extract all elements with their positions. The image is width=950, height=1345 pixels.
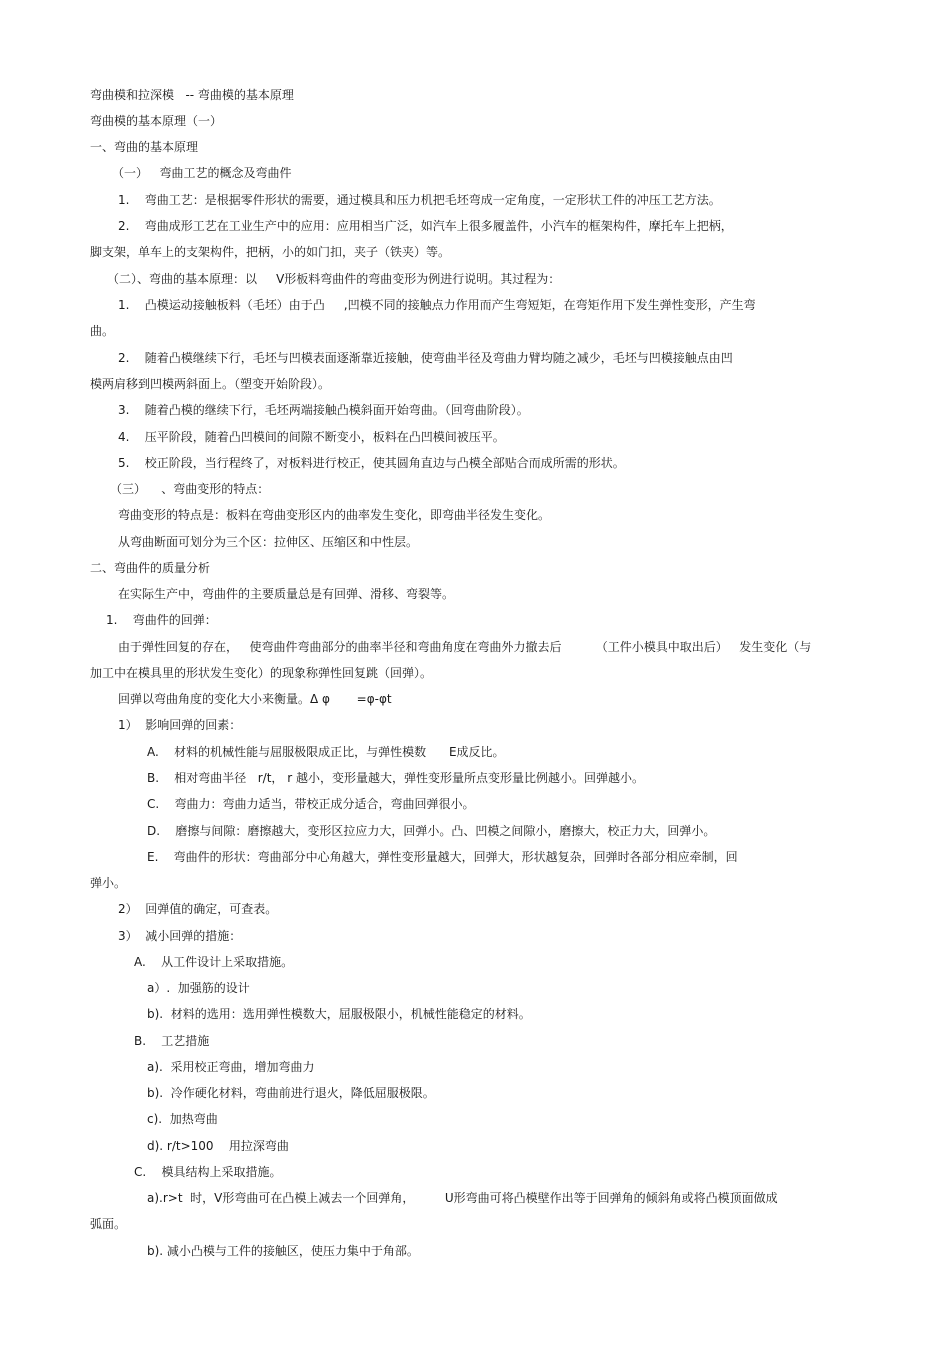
paragraph-line: 模两肩移到凹模两斜面上。（塑变开始阶段）。	[90, 377, 331, 391]
list-item: A. 材料的机械性能与屈服极限成正比，与弹性模数 E成反比。	[147, 745, 505, 759]
list-item: D. 磨擦与间隙：磨擦越大，变形区拉应力大，回弹小。凸、凹模之间隙小，磨擦大，校正力大，回弹小。	[147, 824, 716, 838]
subheading: （二）、弯曲的基本原理：以 V形板料弯曲件的弯曲变形为例进行说明。其过程为：	[107, 272, 561, 286]
list-item: a）. 加强筋的设计	[147, 981, 250, 995]
heading-1: 一、弯曲的基本原理	[90, 140, 199, 154]
paragraph-line: 1. 凸模运动接触板料（毛坯）由于凸 ,凹模不同的接触点力作用而产生弯短矩，在弯矩作用下发生弹性变形，产生弯	[118, 298, 756, 312]
list-item: A. 从工件设计上采取措施。	[134, 955, 294, 969]
paragraph-line: 脚支架，单车上的支架构件，把柄，小的如门扣，夹子（铁夹）等。	[90, 245, 451, 259]
list-heading: 2） 回弹值的确定，可查表。	[118, 902, 278, 916]
paragraph-line: 5. 校正阶段，当行程终了，对板料进行校正，使其圆角直边与凸模全部贴合而成所需的形状。	[118, 456, 625, 470]
subheading: 1. 弯曲件的回弹：	[106, 613, 217, 627]
paragraph-line: 加工中在模具里的形状发生变化）的现象称弹性回复跳（回弹）。	[90, 666, 433, 680]
paragraph-line: 曲。	[90, 324, 115, 338]
paragraph-line: 弯曲变形的特点是：板料在弯曲变形区内的曲率发生变化，即弯曲半径发生变化。	[118, 508, 551, 522]
section-title: 弯曲模的基本原理（一）	[90, 114, 223, 128]
paragraph-line: 2. 随着凸模继续下行，毛坯与凹模表面逐渐靠近接触，使弯曲半径及弯曲力臂均随之减少，毛坯与凹模接触点由凹	[118, 351, 733, 365]
paragraph-line: 从弯曲断面可划分为三个区：拉伸区、压缩区和中性层。	[118, 535, 419, 549]
list-item: C. 模具结构上采取措施。	[134, 1165, 282, 1179]
list-item: a).r>t 时，V形弯曲可在凸模上减去一个回弹角， U形弯曲可将凸模壁作出等于回弹角的倾斜角或将凸模顶面做成	[147, 1191, 778, 1205]
list-item: B. 工艺措施	[134, 1034, 210, 1048]
paragraph-line: 弧面。	[90, 1217, 127, 1231]
list-heading: 3） 减小回弹的措施：	[118, 929, 242, 943]
list-item: c). 加热弯曲	[147, 1112, 218, 1126]
list-item: C. 弯曲力：弯曲力适当，带校正成分适合，弯曲回弹很小。	[147, 797, 475, 811]
list-heading: 1） 影响回弹的回素：	[118, 718, 242, 732]
list-item: b). 减小凸模与工件的接触区，使压力集中于角部。	[147, 1244, 419, 1258]
paragraph-line: 4. 压平阶段，随着凸凹模间的间隙不断变小，板料在凸凹模间被压平。	[118, 430, 505, 444]
doc-title: 弯曲模和拉深模 -- 弯曲模的基本原理	[90, 88, 294, 102]
paragraph-line: 1. 弯曲工艺：是根据零件形状的需要，通过模具和压力机把毛坯弯成一定角度，一定形状工件的冲压工艺方法。	[118, 193, 721, 207]
paragraph-line: 由于弹性回复的存在， 使弯曲件弯曲部分的曲率半径和弯曲角度在弯曲外力撤去后 （工件小模具中取出后） 发生变化（与	[118, 640, 812, 654]
list-item: a). 采用校正弯曲，增加弯曲力	[147, 1060, 315, 1074]
subheading: （一） 弯曲工艺的概念及弯曲件	[112, 166, 292, 180]
heading-1: 二、弯曲件的质量分析	[90, 561, 211, 575]
subheading: （三） 、弯曲变形的特点：	[110, 482, 270, 496]
paragraph-line: 2. 弯曲成形工艺在工业生产中的应用：应用相当广泛，如汽车上很多履盖件，小汽车的框架构件，摩托车上把柄，	[118, 219, 733, 233]
paragraph-line: 3. 随着凸模的继续下行，毛坯两端接触凸模斜面开始弯曲。（回弯曲阶段）。	[118, 403, 529, 417]
list-item: B. 相对弯曲半径 r/t， r 越小，变形量越大，弹性变形量所点变形量比例越小。回弹越小。	[147, 771, 644, 785]
list-item: b). 材料的选用：选用弹性模数大，屈服极限小，机械性能稳定的材料。	[147, 1007, 531, 1021]
list-item: b). 冷作硬化材料，弯曲前进行退火，降低屈服极限。	[147, 1086, 435, 1100]
list-item: E. 弯曲件的形状：弯曲部分中心角越大，弹性变形量越大，回弹大，形状越复杂，回弹时各部分相应牵制，回	[147, 850, 738, 864]
paragraph-line: 在实际生产中，弯曲件的主要质量总是有回弹、滑移、弯裂等。	[118, 587, 455, 601]
paragraph-line: 弹小。	[90, 876, 127, 890]
list-item: d). r/t>100 用拉深弯曲	[147, 1139, 289, 1153]
paragraph-line: 回弹以弯曲角度的变化大小来衡量。Δ φ =φ-φt	[118, 692, 392, 706]
